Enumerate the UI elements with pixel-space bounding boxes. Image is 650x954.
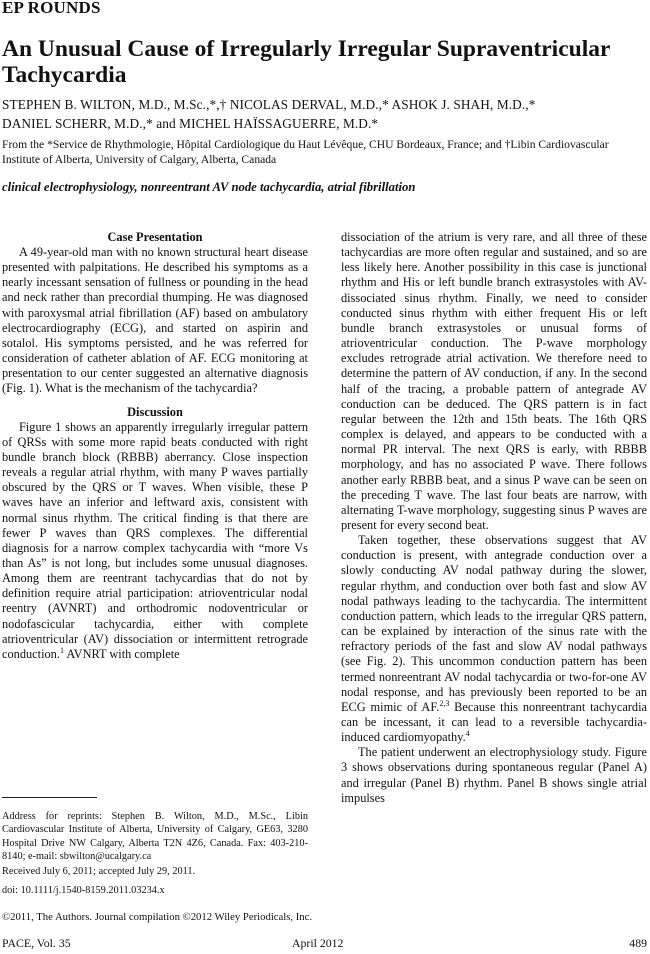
discussion-paragraph (2, 420, 308, 663)
case-paragraph: A 49-year-old man with no known structural heart disease presented with palpitations. He described his symptoms as a nearly incessant sensation of fullness or pounding in the head and neck rather than precordial thumping. He was diagnosed with paroxysmal atrial fibrillation (AF) based on ambulatory electrocardiography (ECG), and started on aspirin and sotalol. His symptoms persisted, and he was referred for consideration of catheter ablation of AF. ECG monitoring at presentation to our center suggested an alternative diagnosis (Fig. 1). What is the mechanism of the tachycardia? (2, 245, 308, 396)
issue-date: April 2012 (292, 936, 344, 950)
doi: doi: 10.1111/j.1540-8159.2011.03234.x (2, 885, 165, 896)
author-line-2: DANIEL SCHERR, M.D.,* and MICHEL HAÏSSAGUERRE, M.D.* (2, 116, 379, 131)
discussion-text: Figure 1 shows an apparently irregularly irregular pattern of QRSs with some more rapid beats conducted with right bundle branch block (RBBB) aberrancy. Close inspection reveals a regular atrial rhythm, with many P waves partially obscured by the QRS or T waves. When visible, these P waves have an inferior and leftward axis, consistent with normal sinus rhythm. The critical finding is that there are fewer P waves than QRS complexes. The differential diagnosis for a narrow complex tachycardia with “more Vs than As” is not long, but includes some unusual diagnoses. Among them are reentrant tachycardias that do not by definition require atrial participation: atrioventricular nodal reentry (AVNRT) and orthodromic nodoventricular or nodofascicular tachycardia, either with complete atrioventricular (AV) dissociation or intermittent retrograde conduction. (2, 419, 308, 661)
section-tag: EP ROUNDS (2, 0, 101, 17)
author-list (2, 95, 648, 133)
keywords: clinical electrophysiology, nonreentrant AV node tachycardia, atrial fibrillation (2, 180, 416, 194)
discussion-tail: AVNRT with complete (63, 646, 180, 661)
copyright: ©2011, The Authors. Journal compilation ©2012 Wiley Periodicals, Inc. (2, 911, 313, 923)
right-column (341, 230, 647, 806)
reference-citation: 1 (59, 645, 64, 655)
journal-name: PACE, Vol. 35 (2, 936, 71, 950)
left-column (2, 230, 308, 662)
continued-paragraph: dissociation of the atrium is very rare, and all three of these tachycardias are more often regular and sustained, and so are less likely here. Another possibility in this case is junctional rhythm and His or left bundle branch extrasystoles with AV-dissociated sinus rhythm. Finally, we need to consider conducted sinus rhythm with either frequent His or left bundle branch extrasystoles or unusual forms of atrioventricular conduction. The P-wave morphology excludes retrograde atrial activation. We therefore need to determine the pattern of AV conduction, if any. In the second half of the tracing, a probable pattern of antegrade AV conduction can be deduced. The QRS pattern is in fact regular between the 12th and 15th beats. The 16th QRS complex is delayed, and appears to be conducted with a normal PR interval. The next QRS is early, with RBBB morphology, and has no associated P wave. There follows another early RBBB beat, and a sinus P wave can be seen on the preceding T wave. The last four beats are narrow, with alternating T-wave morphology, suggesting sinus P waves are present for every second beat. (341, 230, 647, 532)
article-title: An Unusual Cause of Irregularly Irregular Supraventricular Tachycardia (2, 36, 610, 88)
summary-text-b: Because this nonreentrant tachycardia can be incessant, it can lead to a reversible tachycardia-induced cardiomyopathy. (341, 699, 647, 745)
reference-citation: 2,3 (439, 698, 450, 708)
received-dates: Received July 6, 2011; accepted July 29, 2011. (2, 866, 196, 877)
heading-case-presentation: Case Presentation (107, 230, 203, 244)
page-number: 489 (629, 936, 647, 950)
reprint-address: Address for reprints: Stephen B. Wilton, M.D., M.Sc., Libin Cardiovascular Institute of Alberta, University of Calgary, GE63, 3280 Hospital Drive NW Calgary, Alberta T2N 4Z6, Canada. Fax: 403-210-8140; e-mail: sbwilton@ucalgary.ca (2, 811, 308, 863)
affiliation: From the *Service de Rhythmologie, Hôpital Cardiologique du Haut Lévêque, CHU Bordeaux, France; and †Libin Cardiovascular Institute of Alberta, University of Calgary, Alberta, Canada (2, 138, 609, 166)
author-line-1: STEPHEN B. WILTON, M.D., M.Sc.,*,† NICOLAS DERVAL, M.D.,* ASHOK J. SHAH, M.D.,* (2, 97, 536, 112)
ep-study-paragraph: The patient underwent an electrophysiology study. Figure 3 shows observations during spontaneous regular (Panel A) and irregular (Panel B) rhythm. Panel B shows single atrial impulses (341, 745, 647, 805)
reference-citation: 4 (465, 729, 470, 739)
summary-paragraph (341, 533, 647, 745)
summary-text-a: Taken together, these observations suggest that AV conduction is present, with antegrade conduction over a slowly conducting AV nodal pathway during the slower, regular rhythm, and conduction over both fast and slow AV nodal pathways leading to the tachycardia. The intermittent conduction pattern, which leads to the irregular QRS pattern, can be explained by interaction of the sinus rate with the refractory periods of the fast and slow AV nodal pathways (see Fig. 2). This uncommon conduction pattern has been termed nonreentrant AV nodal tachycardia or two-for-one AV nodal response, and has previously been reported to be an ECG mimic of AF. (341, 533, 647, 714)
heading-discussion: Discussion (127, 404, 183, 419)
footnote-divider (2, 797, 97, 798)
